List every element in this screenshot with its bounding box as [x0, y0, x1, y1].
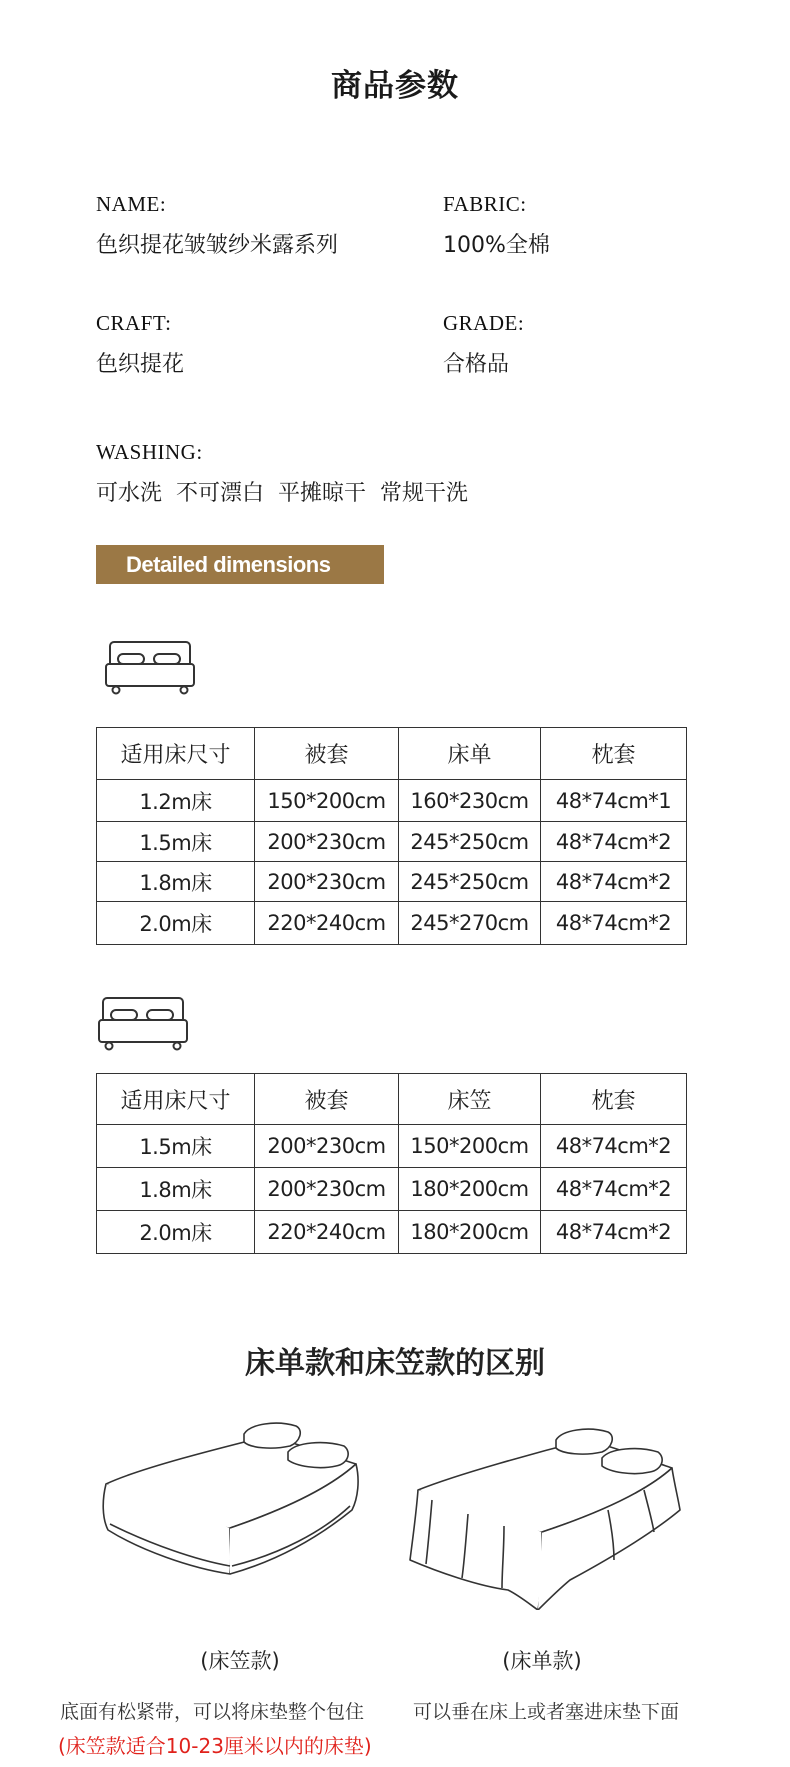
table-cell: 245*250cm	[399, 862, 541, 902]
table-header-row	[97, 1074, 687, 1125]
table-cell: 48*74cm*2	[541, 1168, 687, 1211]
table-row	[97, 1211, 687, 1254]
table-header-cell: 适用床尺寸	[97, 728, 255, 780]
table-cell: 150*200cm	[399, 1125, 541, 1168]
table-row	[97, 1125, 687, 1168]
name-label: NAME:	[96, 192, 167, 216]
grade-value: 合格品	[443, 352, 510, 377]
table-cell: 200*230cm	[255, 822, 399, 862]
flat-note: 可以垂在床上或者塞进床垫下面	[413, 1701, 680, 1723]
table-cell: 1.5m床	[97, 1125, 255, 1168]
table-cell: 180*200cm	[399, 1168, 541, 1211]
table-header-cell: 适用床尺寸	[97, 1074, 255, 1125]
table-header-row	[97, 728, 687, 780]
table-cell: 48*74cm*2	[541, 862, 687, 902]
table-cell: 48*74cm*2	[541, 1125, 687, 1168]
craft-value: 色织提花	[96, 352, 185, 377]
table-cell: 1.5m床	[97, 822, 255, 862]
table-cell: 48*74cm*1	[541, 780, 687, 822]
table-cell: 48*74cm*2	[541, 822, 687, 862]
size-table-flat-sheet	[96, 727, 687, 945]
table-cell: 1.2m床	[97, 780, 255, 822]
table-header-cell: 被套	[255, 1074, 399, 1125]
fitted-note-red: (床笠款适合10-23厘米以内的床垫)	[58, 1734, 372, 1758]
craft-label: CRAFT:	[96, 311, 172, 335]
table-row	[97, 862, 687, 902]
detailed-dimensions-banner: Detailed dimensions	[96, 545, 384, 584]
table-cell: 200*230cm	[255, 862, 399, 902]
washing-value: 可水洗 不可漂白 平摊晾干 常规干洗	[96, 481, 468, 506]
flat-sheet-illustration	[408, 1420, 684, 1610]
flat-caption: (床单款)	[502, 1649, 582, 1673]
table-cell: 220*240cm	[255, 902, 399, 945]
table-cell: 150*200cm	[255, 780, 399, 822]
table-header-cell: 枕套	[541, 728, 687, 780]
table-cell: 220*240cm	[255, 1211, 399, 1254]
name-value: 色织提花皱皱纱米露系列	[96, 233, 339, 258]
table-cell: 160*230cm	[399, 780, 541, 822]
size-table-fitted-sheet	[96, 1073, 687, 1254]
fabric-value: 100%全棉	[443, 233, 550, 258]
table-cell: 1.8m床	[97, 1168, 255, 1211]
fabric-label: FABRIC:	[443, 192, 527, 216]
table-cell: 2.0m床	[97, 902, 255, 945]
fitted-note: 底面有松紧带，可以将床垫整个包住	[60, 1701, 365, 1723]
grade-label: GRADE:	[443, 311, 525, 335]
table-row	[97, 1168, 687, 1211]
table-cell: 200*230cm	[255, 1168, 399, 1211]
table-cell: 48*74cm*2	[541, 1211, 687, 1254]
table-row	[97, 902, 687, 945]
table-cell: 180*200cm	[399, 1211, 541, 1254]
bed-icon	[104, 640, 200, 696]
table-row	[97, 822, 687, 862]
table-header-cell: 枕套	[541, 1074, 687, 1125]
page-title: 商品参数	[331, 68, 459, 104]
washing-label: WASHING:	[96, 440, 203, 464]
table-cell: 2.0m床	[97, 1211, 255, 1254]
table-row	[97, 780, 687, 822]
bed-icon	[97, 996, 193, 1052]
table-cell: 245*270cm	[399, 902, 541, 945]
table-cell: 48*74cm*2	[541, 902, 687, 945]
table-header-cell: 被套	[255, 728, 399, 780]
table-header-cell: 床单	[399, 728, 541, 780]
table-cell: 200*230cm	[255, 1125, 399, 1168]
fitted-caption: (床笠款)	[200, 1649, 280, 1673]
table-header-cell: 床笠	[399, 1074, 541, 1125]
table-cell: 245*250cm	[399, 822, 541, 862]
table-cell: 1.8m床	[97, 862, 255, 902]
fitted-sheet-illustration	[100, 1420, 360, 1590]
difference-title: 床单款和床笠款的区别	[245, 1346, 545, 1381]
